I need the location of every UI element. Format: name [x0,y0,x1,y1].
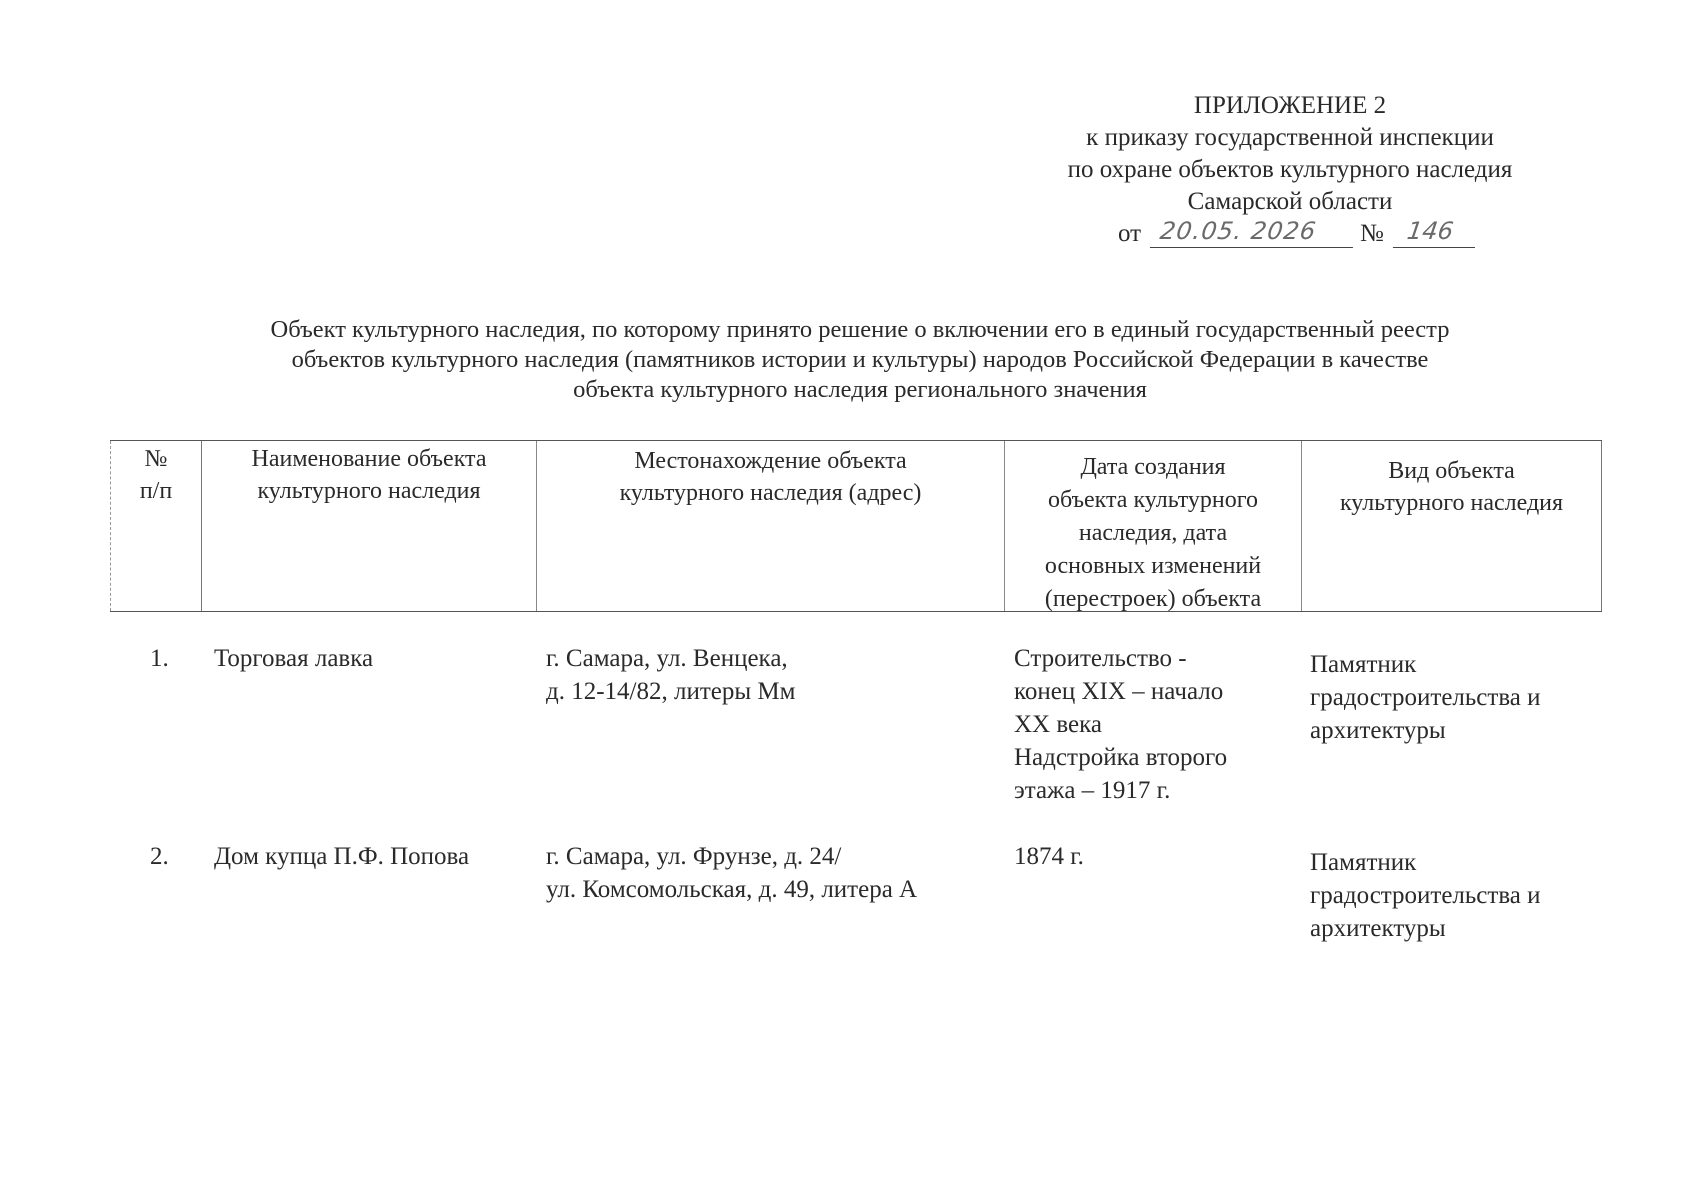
document-heading [120,315,1600,405]
date-line: 1874 г. [1014,843,1084,870]
header-date-line: объекта культурного [1048,487,1258,513]
heading-line-1: Объект культурного наследия, по которому принято решение о включении его в единый государственный реестр [270,316,1450,343]
type-line: градостроительства и [1310,882,1541,909]
appendix-title: ПРИЛОЖЕНИЕ 2 [1193,92,1387,119]
heading-line-2: объектов культурного наследия (памятников истории и культуры) народов Российской Федерации в качестве [291,346,1429,373]
object-type [1310,648,1541,747]
object-date [1014,840,1084,873]
address-line: г. Самара, ул. Фрунзе, д. 24/ [546,843,842,870]
header-number-line: № [144,446,168,472]
object-address [546,840,917,906]
date-line: XX века [1014,711,1102,738]
number-sign: № [1360,220,1384,247]
object-address [546,642,795,708]
address-line: ул. Комсомольская, д. 49, литера А [546,876,918,903]
header-cell-address [536,441,1004,611]
address-line: д. 12-14/82, литеры Мм [546,678,796,705]
date-line: этажа – 1917 г. [1014,777,1171,804]
header-address-line: культурного наследия (адрес) [619,480,922,506]
order-number-handwritten: 146 [1393,218,1479,248]
order-date-handwritten: 20.05. 2026 [1150,218,1357,248]
date-line: конец XIX – начало [1014,678,1224,705]
appendix-block [1000,90,1580,252]
type-line: архитектуры [1310,717,1446,744]
date-line: Строительство - [1014,645,1187,672]
header-name-line: Наименование объекта [251,446,487,472]
row-number: 2. [150,843,169,870]
address-line: г. Самара, ул. Венцека, [546,645,788,672]
object-type [1310,846,1541,945]
header-date-line: основных изменений [1044,553,1262,579]
from-label: от [1118,220,1142,247]
header-cell-date [1004,441,1301,611]
header-name-line: культурного наследия [257,478,481,504]
object-date [1014,642,1227,807]
heading-line-3: объекта культурного наследия регионального значения [573,376,1147,403]
order-date-number-line [1000,218,1580,252]
type-line: градостроительства и [1310,684,1541,711]
header-address-line: Местонахождение объекта [634,448,907,474]
header-type-line: культурного наследия [1339,490,1564,516]
object-name: Торговая лавка [214,645,374,672]
header-type-line: Вид объекта [1388,458,1515,484]
type-line: архитектуры [1310,915,1446,942]
header-cell-name [202,441,536,611]
appendix-line-3: Самарской области [1187,188,1393,215]
appendix-line-2: по охране объектов культурного наследия [1067,156,1513,183]
header-date-line: Дата создания [1080,454,1226,480]
type-line: Памятник [1310,849,1417,876]
header-number-line: п/п [139,478,173,504]
object-name: Дом купца П.Ф. Попова [214,843,470,870]
header-cell-type [1301,441,1602,611]
type-line: Памятник [1310,651,1417,678]
header-cell-number [110,441,202,611]
table-header [110,440,1602,612]
row-number: 1. [150,645,169,672]
header-date-line: (перестроек) объекта [1044,586,1262,612]
appendix-line-1: к приказу государственной инспекции [1086,124,1494,151]
header-date-line: наследия, дата [1078,520,1228,546]
date-line: Надстройка второго [1014,744,1228,771]
